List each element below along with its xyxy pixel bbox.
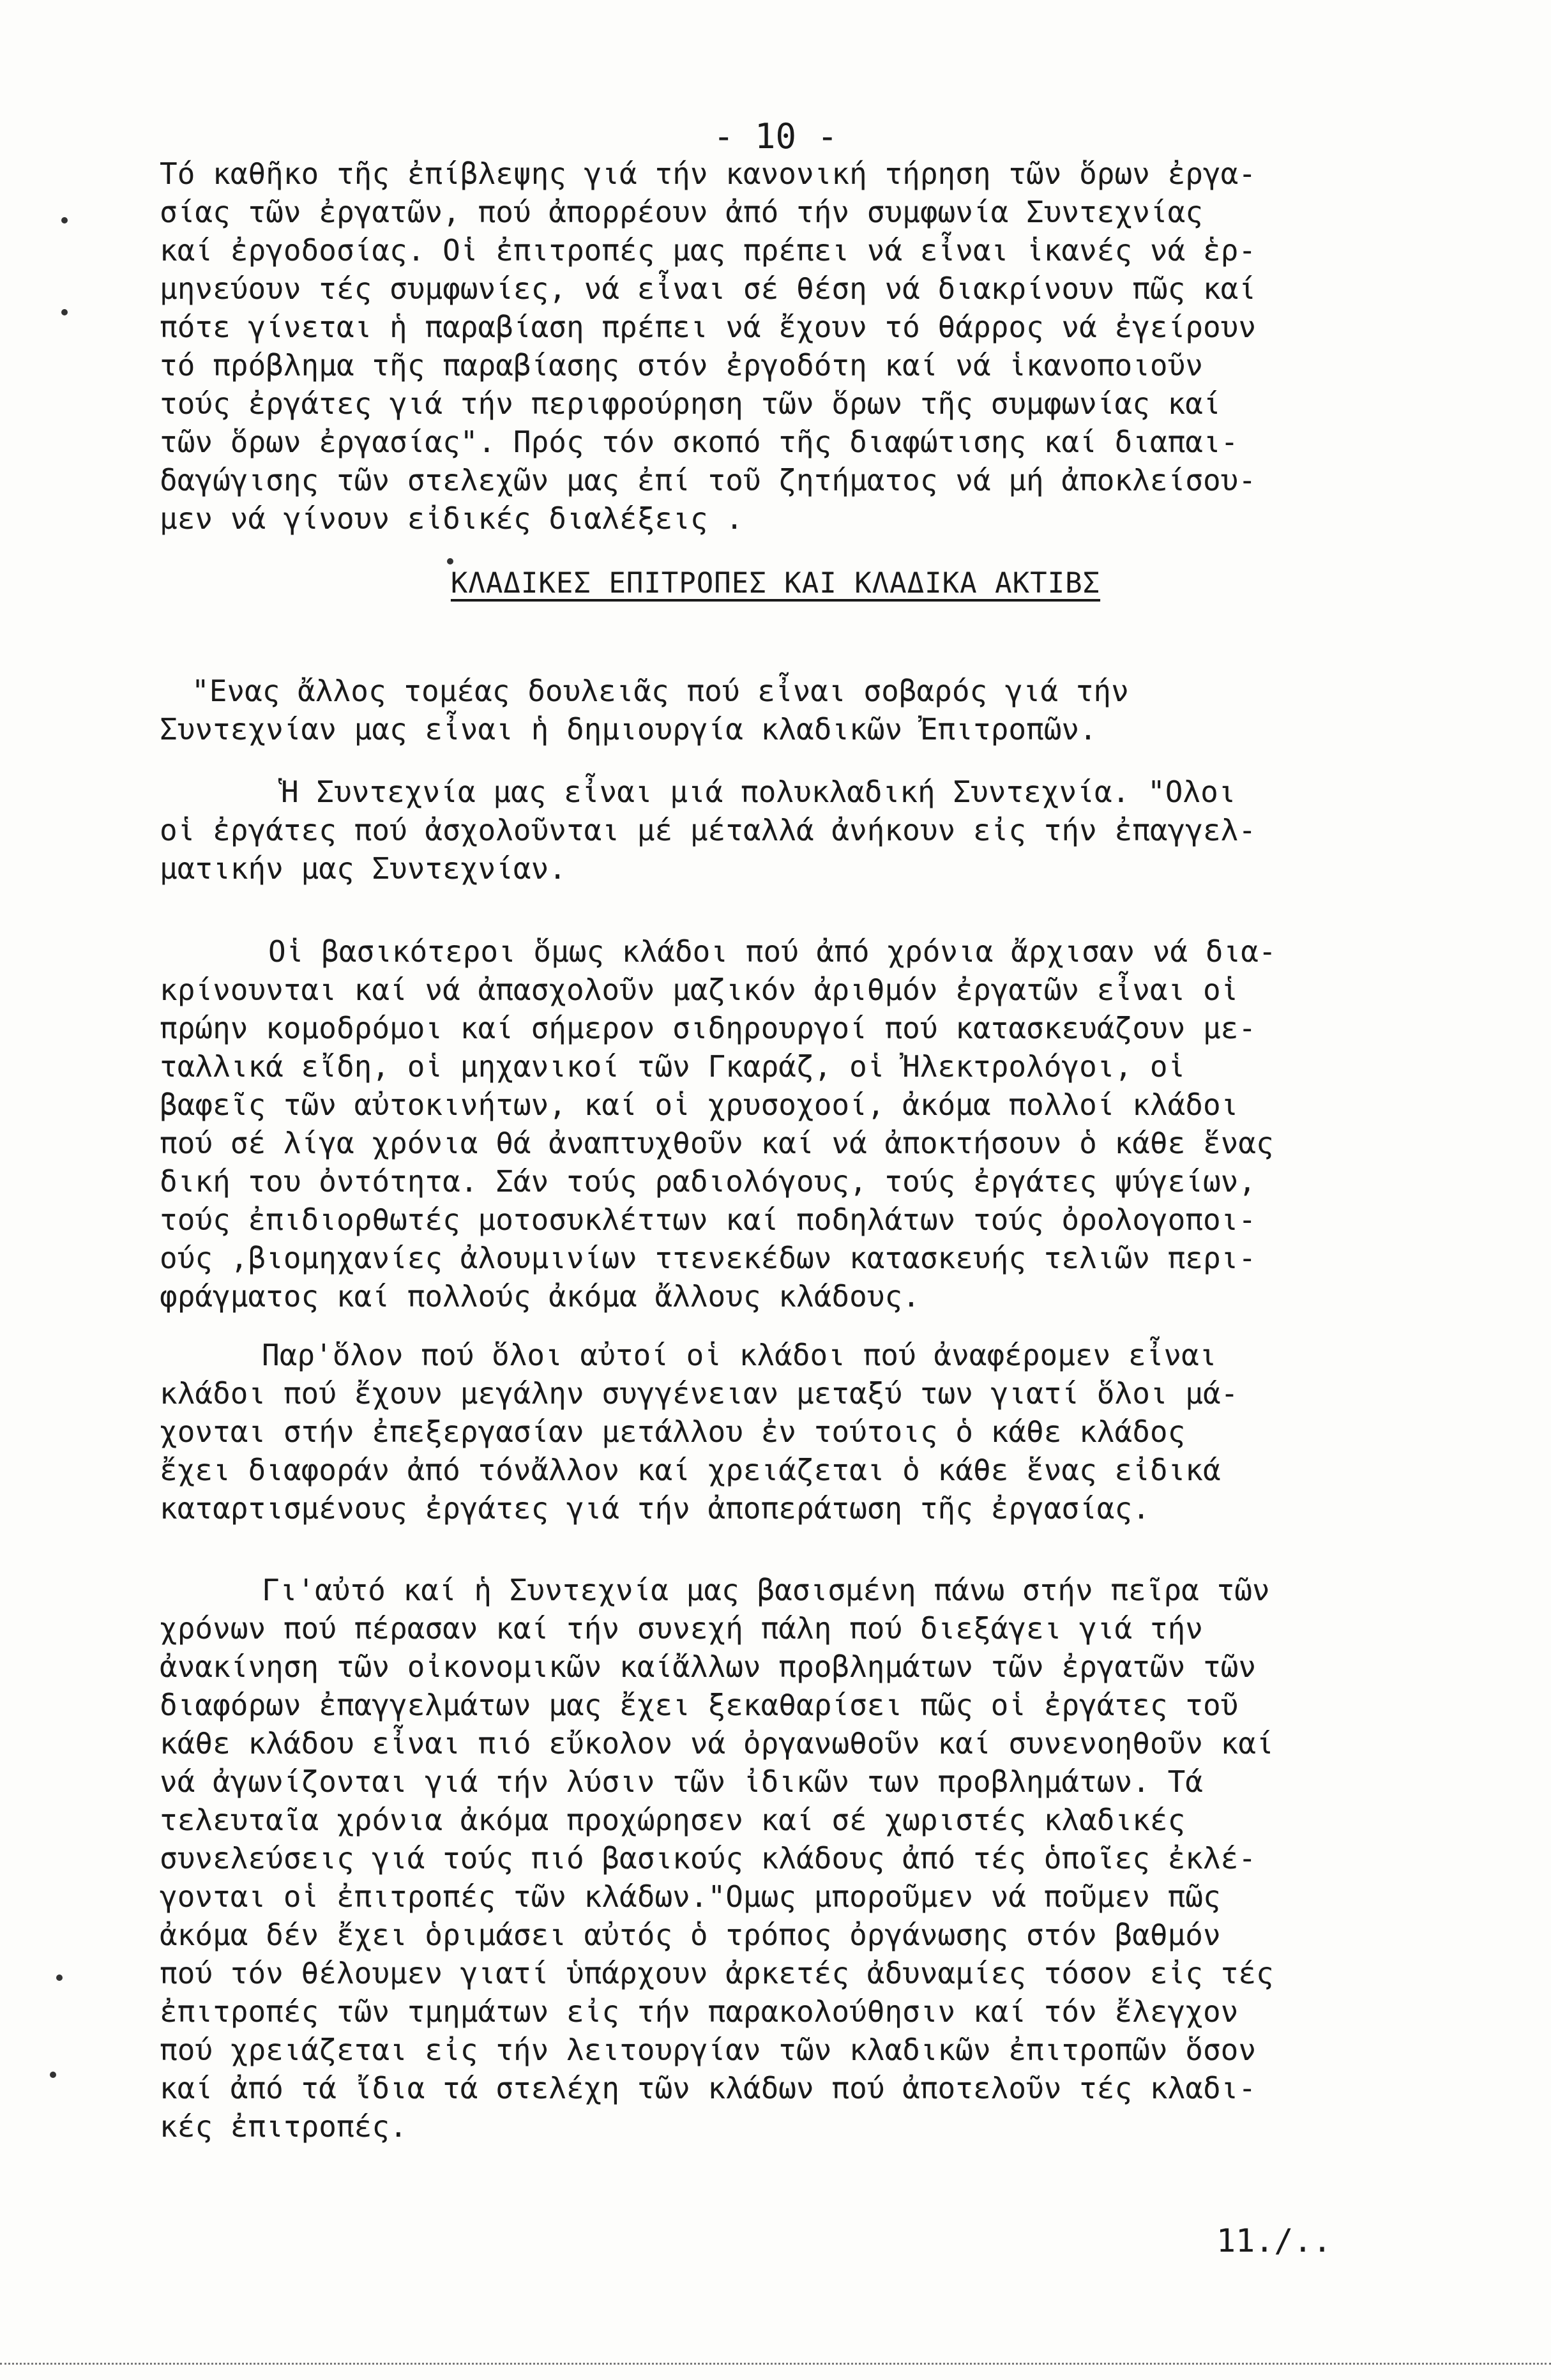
text-line: ἐπιτροπές τῶν τμημάτων εἰς τήν παρακολούθησιν καί τόν ἔλεγχον [160, 1994, 1239, 2029]
page-bottom-edge [0, 2363, 1551, 2367]
text-line: τό πρόβλημα τῆς παραβίασης στόν ἐργοδότη καί νά ἱκανοποιοῦν [160, 348, 1203, 383]
scan-speck [447, 558, 453, 565]
text-line: Συντεχνίαν μας εἶναι ἡ δημιουργία κλαδικῶν Ἐπιτροπῶν. [160, 712, 1097, 747]
text-line: καί ἐργοδοσίας. Οἱ ἐπιτροπές μας πρέπει νά εἶναι ἱκανές νά ἑρ- [160, 233, 1257, 268]
text-line: νά ἀγωνίζονται γιά τήν λύσιν τῶν ἰδικῶν των προβλημάτων. Τά [160, 1764, 1203, 1799]
section-heading: ΚΛΑΔΙΚΕΣ ΕΠΙΤΡΟΠΕΣ ΚΑΙ ΚΛΑΔΙΚΑ ΑΚΤΙΒΣ [450, 567, 1101, 600]
text-line: κές ἐπιτροπές. [160, 2109, 407, 2144]
scan-speck [56, 1974, 63, 1981]
text-line: σίας τῶν ἐργατῶν, πού ἀπορρέουν ἀπό τήν συμφωνία Συντεχνίας [160, 195, 1203, 229]
text-line: ούς ,βιομηχανίες ἀλουμινίων ττενεκέδων κατασκευής τελιῶν περι- [160, 1241, 1257, 1275]
text-line: μηνεύουν τές συμφωνίες, νά εἶναι σέ θέση νά διακρίνουν πῶς καί [160, 271, 1257, 306]
text-line: ματικήν μας Συντεχνίαν. [160, 851, 566, 886]
text-line: πού τόν θέλουμεν γιατί ὑπάρχουν ἀρκετές ἀδυναμίες τόσον εἰς τές [160, 1956, 1274, 1990]
text-line: Οἱ βασικότεροι ὅμως κλάδοι πού ἀπό χρόνια ἄρχισαν νά δια- [268, 934, 1276, 969]
text-line: Τό καθῆκο τῆς ἐπίβλεψης γιά τήν κανονική τήρηση τῶν ὅρων ἐργα- [160, 156, 1257, 191]
text-line: πρώην κομοδρόμοι καί σήμερον σιδηρουργοί πού κατασκευάζουν με- [160, 1011, 1257, 1045]
text-line: βαφεῖς τῶν αὐτοκινήτων, καί οἱ χρυσοχοοί, ἀκόμα πολλοί κλάδοι [160, 1088, 1239, 1122]
text-line: χρόνων πού πέρασαν καί τήν συνεχή πάλη πού διεξάγει γιά τήν [160, 1611, 1203, 1646]
text-line: κλάδοι πού ἔχουν μεγάλην συγγένειαν μεταξύ των γιατί ὅλοι μά- [160, 1376, 1239, 1411]
text-line: πότε γίνεται ἡ παραβίαση πρέπει νά ἔχουν τό θάρρος νά ἐγείρουν [160, 310, 1257, 344]
text-line: τῶν ὅρων ἐργασίας". Πρός τόν σκοπό τῆς διαφώτισης καί διαπαι- [160, 425, 1239, 459]
text-line: ἔχει διαφοράν ἀπό τόνἄλλον καί χρειάζεται ὁ κάθε ἕνας εἰδικά [160, 1453, 1221, 1487]
text-line: καταρτισμένους ἐργάτες γιά τήν ἀποπεράτωση τῆς ἐργασίας. [160, 1491, 1150, 1526]
text-line: "Ενας ἄλλος τομέας δουλειᾶς πού εἶναι σοβαρός γιά τήν [192, 674, 1129, 708]
text-line: καί ἀπό τά ἴδια τά στελέχη τῶν κλάδων πού ἀποτελοῦν τές κλαδι- [160, 2071, 1257, 2105]
text-line: ἀνακίνηση τῶν οἰκονομικῶν καίἄλλων προβλημάτων τῶν ἐργατῶν τῶν [160, 1649, 1257, 1684]
scan-speck [61, 309, 68, 315]
text-line: τελευταῖα χρόνια ἀκόμα προχώρησεν καί σέ χωριστές κλαδικές [160, 1803, 1186, 1837]
text-line: Ἡ Συντεχνία μας εἶναι μιά πολυκλαδική Συντεχνία. "Ολοι [281, 775, 1236, 809]
text-line: διαφόρων ἐπαγγελμάτων μας ἔχει ξεκαθαρίσει πῶς οἱ ἐργάτες τοῦ [160, 1688, 1239, 1722]
text-line: πού χρειάζεται εἰς τήν λειτουργίαν τῶν κλαδικῶν ἐπιτροπῶν ὅσον [160, 2033, 1257, 2067]
scan-speck [61, 217, 68, 224]
text-line: φράγματος καί πολλούς ἀκόμα ἄλλους κλάδους. [160, 1279, 920, 1314]
text-line: πού σέ λίγα χρόνια θά ἀναπτυχθοῦν καί νά ἀποκτήσουν ὁ κάθε ἕνας [160, 1126, 1274, 1160]
text-line: τούς ἐπιδιορθωτές μοτοσυκλέττων καί ποδηλάτων τούς ὀρολογοποι- [160, 1202, 1257, 1237]
text-line: χονται στήν ἐπεξεργασίαν μετάλλου ἐν τούτοις ὁ κάθε κλάδος [160, 1414, 1186, 1449]
text-line: οἱ ἐργάτες πού ἀσχολοῦνται μέ μέταλλά ἀνήκουν εἰς τήν ἐπαγγελ- [160, 813, 1257, 847]
text-line: μεν νά γίνουν εἰδικές διαλέξεις . [160, 501, 743, 536]
text-line: γονται οἱ ἐπιτροπές τῶν κλάδων."Ομως μποροῦμεν νά ποῦμεν πῶς [160, 1879, 1221, 1914]
page-number: - 10 - [713, 116, 838, 156]
text-line: κρίνουνται καί νά ἀπασχολοῦν μαζικόν ἀριθμόν ἐργατῶν εἶναι οἱ [160, 973, 1239, 1007]
text-line: δαγώγισης τῶν στελεχῶν μας ἐπί τοῦ ζητήματος νά μή ἀποκλείσου- [160, 463, 1257, 497]
text-line: ἀκόμα δέν ἔχει ὁριμάσει αὐτός ὁ τρόπος ὀργάνωσης στόν βαθμόν [160, 1918, 1221, 1952]
text-line: δική του ὀντότητα. Σάν τούς ραδιολόγους, τούς ἐργάτες ψύγείων, [160, 1164, 1257, 1199]
scan-speck [50, 2072, 56, 2078]
text-line: τούς ἐργάτες γιά τήν περιφρούρηση τῶν ὅρων τῆς συμφωνίας καί [160, 386, 1221, 421]
text-line: κάθε κλάδου εἶναι πιό εὔκολον νά ὀργανωθοῦν καί συνενοηθοῦν καί [160, 1726, 1274, 1761]
text-line: ταλλικά εἴδη, οἱ μηχανικοί τῶν Γκαράζ, οἱ Ἠλεκτρολόγοι, οἱ [160, 1049, 1186, 1084]
text-line: συνελεύσεις γιά τούς πιό βασικούς κλάδους ἀπό τές ὁποῖες ἐκλέ- [160, 1841, 1257, 1876]
continuation-marker: 11./.. [1216, 2222, 1332, 2259]
text-line: Παρ'ὅλον πού ὅλοι αὐτοί οἱ κλάδοι πού ἀναφέρομεν εἶναι [262, 1338, 1217, 1372]
text-line: Γι'αὐτό καί ἡ Συντεχνία μας βασισμένη πάνω στήν πεῖρα τῶν [262, 1573, 1270, 1607]
